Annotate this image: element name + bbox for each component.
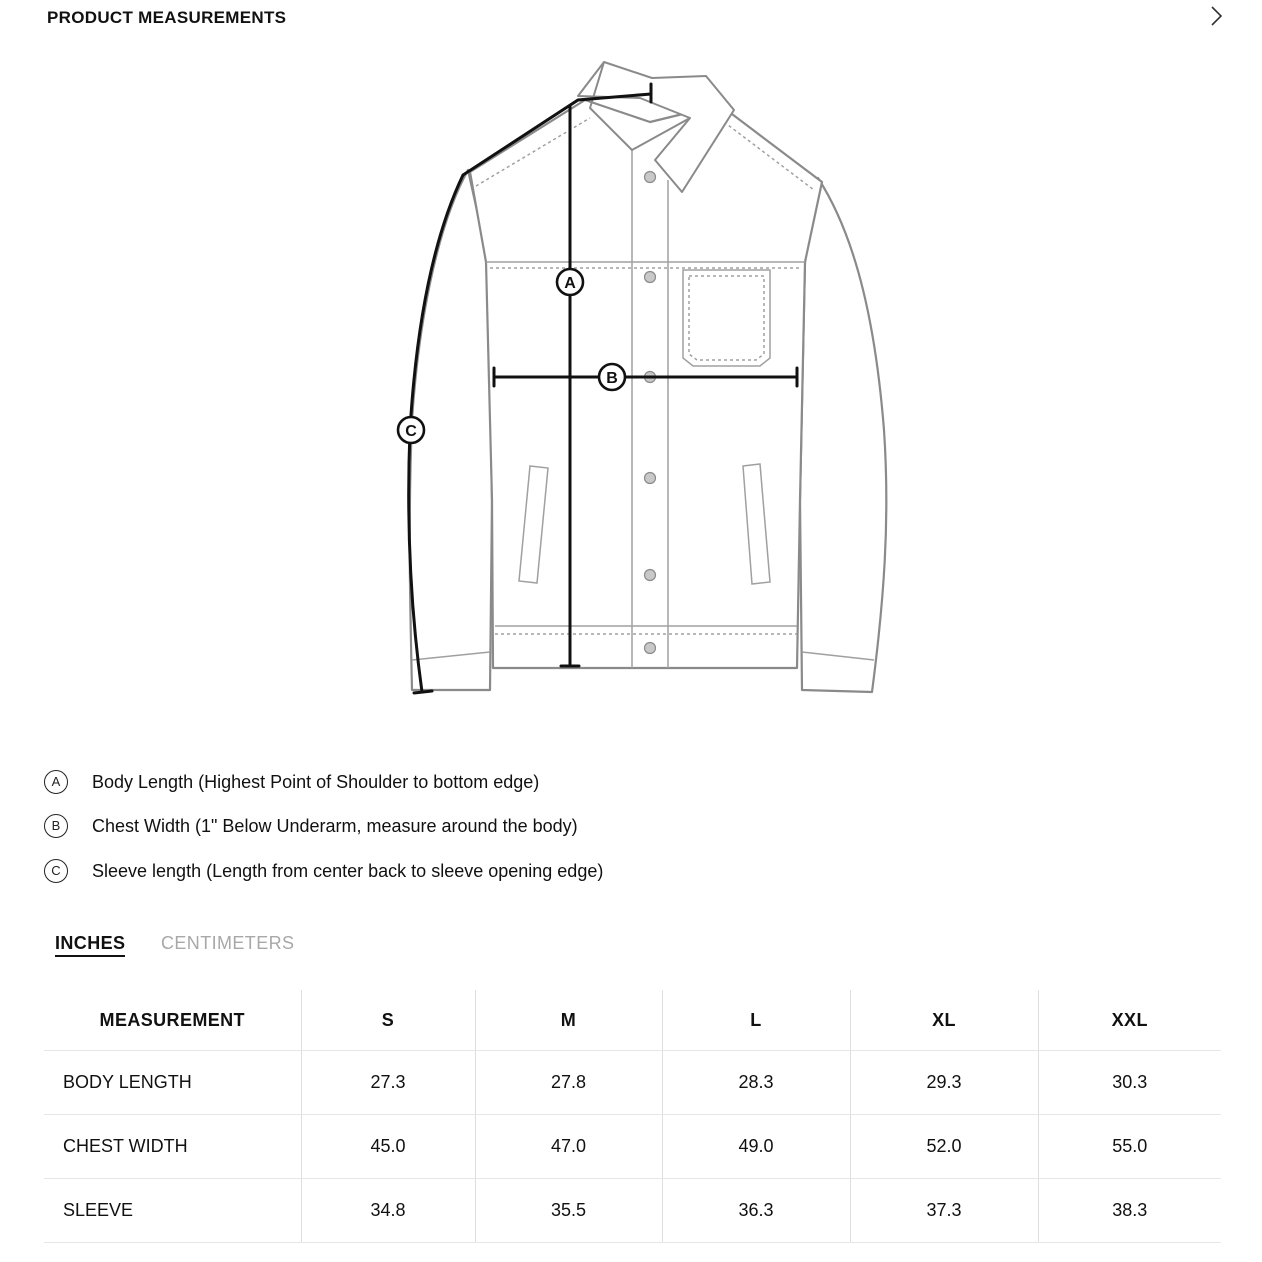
- column-header-l: L: [662, 990, 850, 1051]
- table-row: [44, 1115, 1221, 1179]
- column-header-measurement: MEASUREMENT: [44, 990, 301, 1051]
- column-header-m: M: [475, 990, 662, 1051]
- table-cell: 47.0: [475, 1115, 662, 1179]
- button-5: [645, 570, 656, 581]
- column-header-s: S: [301, 990, 475, 1051]
- button-4: [645, 473, 656, 484]
- marker-a-label: A: [564, 275, 576, 292]
- chevron-right-icon[interactable]: [1205, 4, 1227, 28]
- table-cell: 55.0: [1038, 1115, 1221, 1179]
- table-cell: 30.3: [1038, 1051, 1221, 1115]
- tab-centimeters[interactable]: CENTIMETERS: [161, 933, 295, 953]
- table-row: [44, 1179, 1221, 1243]
- button-1: [645, 172, 656, 183]
- measure-marker-b: [599, 364, 625, 390]
- table-cell: 52.0: [850, 1115, 1038, 1179]
- column-header-xxl: XXL: [1038, 990, 1221, 1051]
- marker-c-label: C: [405, 423, 417, 440]
- table-cell: 34.8: [301, 1179, 475, 1243]
- size-table: [44, 990, 1221, 1243]
- button-6: [645, 643, 656, 654]
- table-cell: 45.0: [301, 1115, 475, 1179]
- row-label-chest-width: CHEST WIDTH: [44, 1115, 301, 1179]
- table-cell: 27.8: [475, 1051, 662, 1115]
- table-cell: 36.3: [662, 1179, 850, 1243]
- table-cell: 37.3: [850, 1179, 1038, 1243]
- column-header-xl: XL: [850, 990, 1038, 1051]
- legend-badge-a: A: [44, 770, 68, 794]
- legend-text-chest-width: Chest Width (1" Below Underarm, measure around the body): [92, 816, 578, 836]
- right-sleeve: [800, 178, 886, 692]
- table-cell: 27.3: [301, 1051, 475, 1115]
- legend-text-body-length: Body Length (Highest Point of Shoulder to bottom edge): [92, 772, 540, 792]
- legend-text-sleeve-length: Sleeve length (Length from center back to sleeve opening edge): [92, 861, 604, 881]
- table-cell: 28.3: [662, 1051, 850, 1115]
- marker-b-label: B: [606, 370, 618, 387]
- tab-inches[interactable]: INCHES: [55, 933, 125, 957]
- legend-badge-b: B: [44, 814, 68, 838]
- row-label-sleeve: SLEEVE: [44, 1179, 301, 1243]
- measure-marker-c: [398, 417, 424, 443]
- legend-badge-c: C: [44, 859, 68, 883]
- table-cell: 49.0: [662, 1115, 850, 1179]
- jacket-diagram: [380, 50, 920, 710]
- table-cell: 29.3: [850, 1051, 1038, 1115]
- page-title: PRODUCT MEASUREMENTS: [47, 8, 287, 27]
- button-2: [645, 272, 656, 283]
- table-header-row: [44, 990, 1221, 1051]
- table-cell: 38.3: [1038, 1179, 1221, 1243]
- table-cell: 35.5: [475, 1179, 662, 1243]
- table-row: [44, 1051, 1221, 1115]
- row-label-body-length: BODY LENGTH: [44, 1051, 301, 1115]
- measure-marker-a: [557, 269, 583, 295]
